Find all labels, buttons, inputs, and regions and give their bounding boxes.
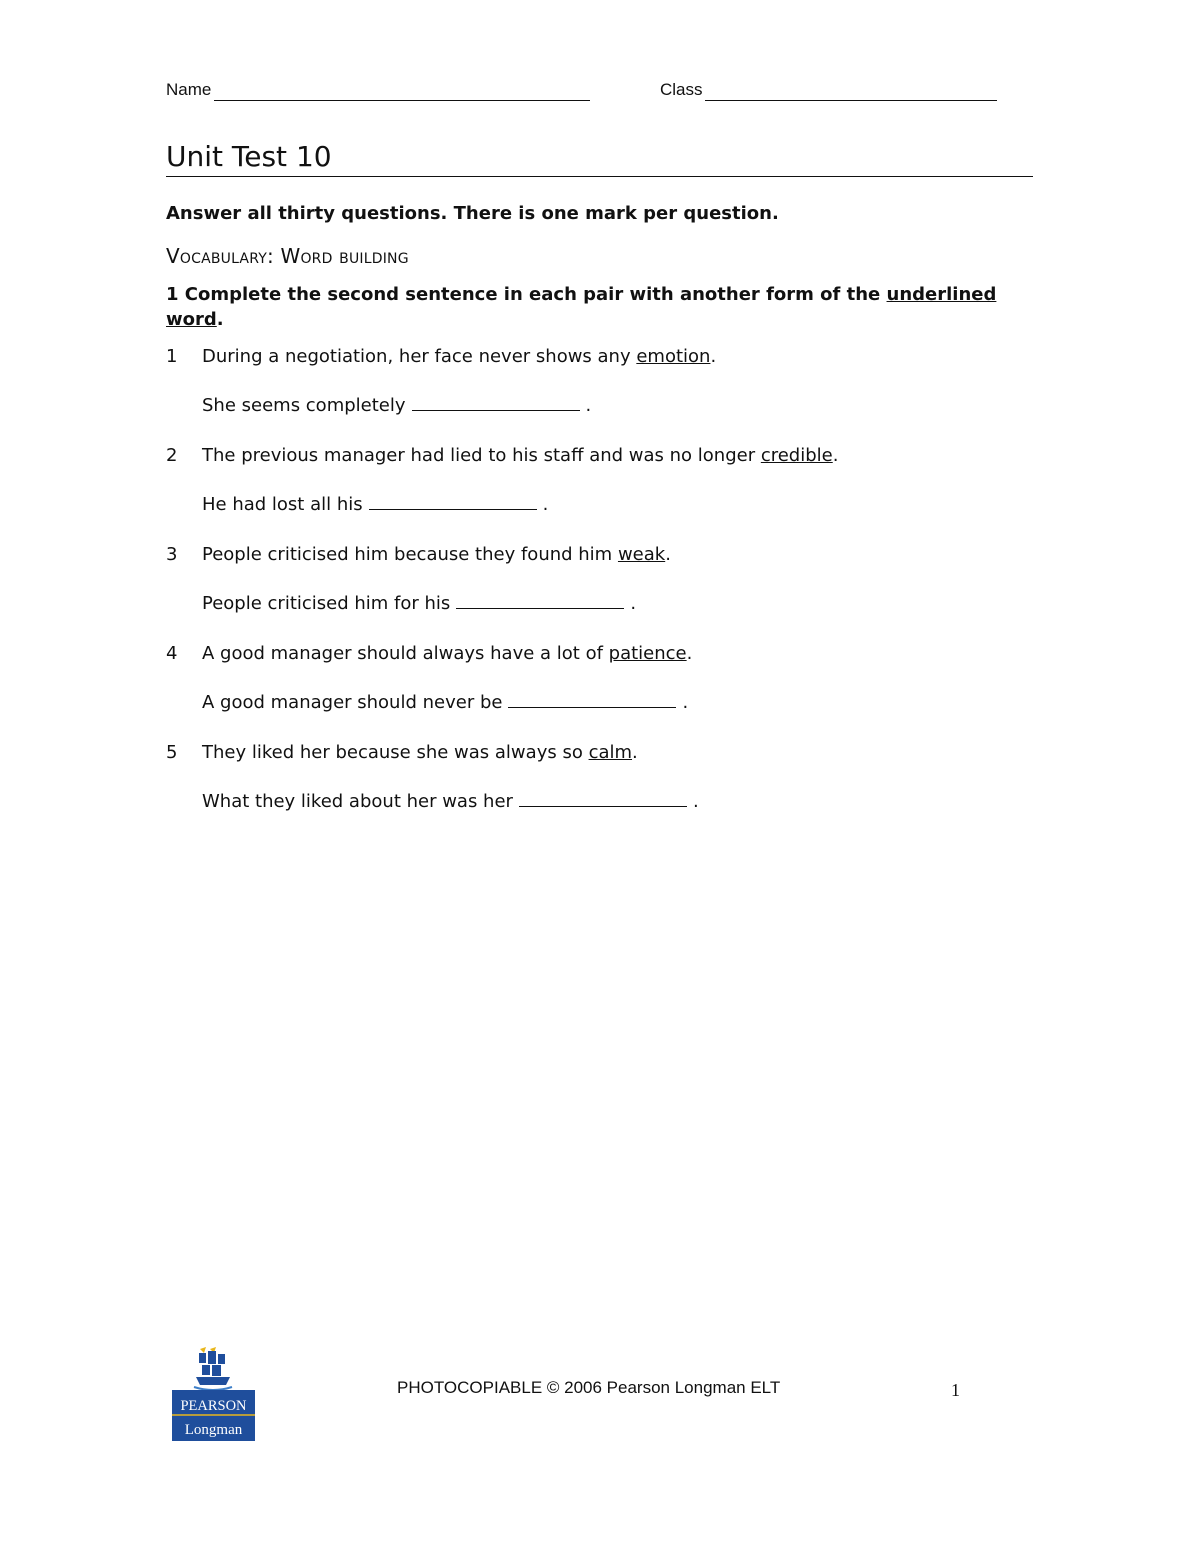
exercise-instruction	[166, 282, 1011, 332]
class-field[interactable]	[705, 100, 997, 101]
class-label: Class	[660, 80, 703, 99]
underlined-word: patience	[608, 643, 687, 664]
question-end: .	[665, 544, 671, 565]
question-text: During a negotiation, her face never shows any	[202, 346, 637, 367]
section-heading: Vocabulary: Word building	[166, 244, 409, 268]
question-number: 1	[166, 346, 178, 367]
name-field[interactable]	[214, 100, 590, 101]
name-label: Name	[166, 80, 212, 99]
answer-prefix: He had lost all his	[202, 494, 363, 515]
question-row	[166, 642, 692, 666]
answer-end: .	[542, 494, 549, 515]
question-row	[166, 345, 716, 369]
answer-blank[interactable]	[412, 394, 580, 411]
question-text: People criticised him because they found him	[202, 544, 618, 565]
question-end: .	[632, 742, 638, 763]
copyright-footer: PHOTOCOPIABLE © 2006 Pearson Longman ELT	[397, 1378, 781, 1397]
question-end: .	[832, 445, 839, 466]
title-divider	[166, 176, 1033, 177]
question-number: 3	[166, 544, 178, 565]
answer-blank[interactable]	[508, 691, 676, 708]
exercise-text: 1 Complete the second sentence in each pair with another form of the	[166, 284, 887, 305]
page-number: 1	[951, 1380, 960, 1400]
question-row	[166, 543, 671, 567]
question-text: A good manager should always have a lot of	[202, 643, 609, 664]
answer-end: .	[692, 791, 699, 812]
answer-row	[202, 493, 548, 517]
pearson-longman-logo	[170, 1343, 256, 1443]
question-number: 2	[166, 445, 178, 466]
answer-end: .	[682, 692, 689, 713]
question-end: .	[710, 346, 717, 367]
underlined-word: weak	[617, 544, 666, 565]
exercise-underlined-text: underlined word	[166, 284, 997, 330]
answer-row	[202, 394, 591, 418]
answer-row	[202, 691, 688, 715]
answer-blank[interactable]	[456, 592, 624, 609]
exercise-end: .	[216, 309, 224, 330]
question-row	[166, 444, 838, 468]
answer-row	[202, 592, 636, 616]
underlined-word: emotion	[636, 346, 711, 367]
answer-prefix: She seems completely	[202, 395, 406, 416]
answer-blank[interactable]	[519, 790, 687, 807]
question-row	[166, 741, 638, 765]
test-instructions: Answer all thirty questions. There is one mark per question.	[166, 203, 779, 224]
answer-row	[202, 790, 699, 814]
logo-brand-text: PEARSON	[180, 1398, 247, 1414]
answer-end: .	[585, 395, 592, 416]
question-end: .	[686, 643, 693, 664]
answer-end: .	[630, 593, 637, 614]
answer-blank[interactable]	[369, 493, 537, 510]
page-title: Unit Test 10	[166, 140, 332, 173]
question-number: 4	[166, 643, 178, 664]
answer-prefix: What they liked about her was her	[202, 791, 513, 812]
underlined-word: credible	[760, 445, 833, 466]
answer-prefix: People criticised him for his	[202, 593, 451, 614]
logo-imprint-text: Longman	[184, 1422, 243, 1438]
ship-icon	[194, 1347, 232, 1390]
question-text: They liked her because she was always so	[202, 742, 589, 763]
question-number: 5	[166, 742, 178, 763]
question-text: The previous manager had lied to his staff and was no longer	[202, 445, 761, 466]
answer-prefix: A good manager should never be	[202, 692, 503, 713]
underlined-word: calm	[588, 742, 633, 763]
